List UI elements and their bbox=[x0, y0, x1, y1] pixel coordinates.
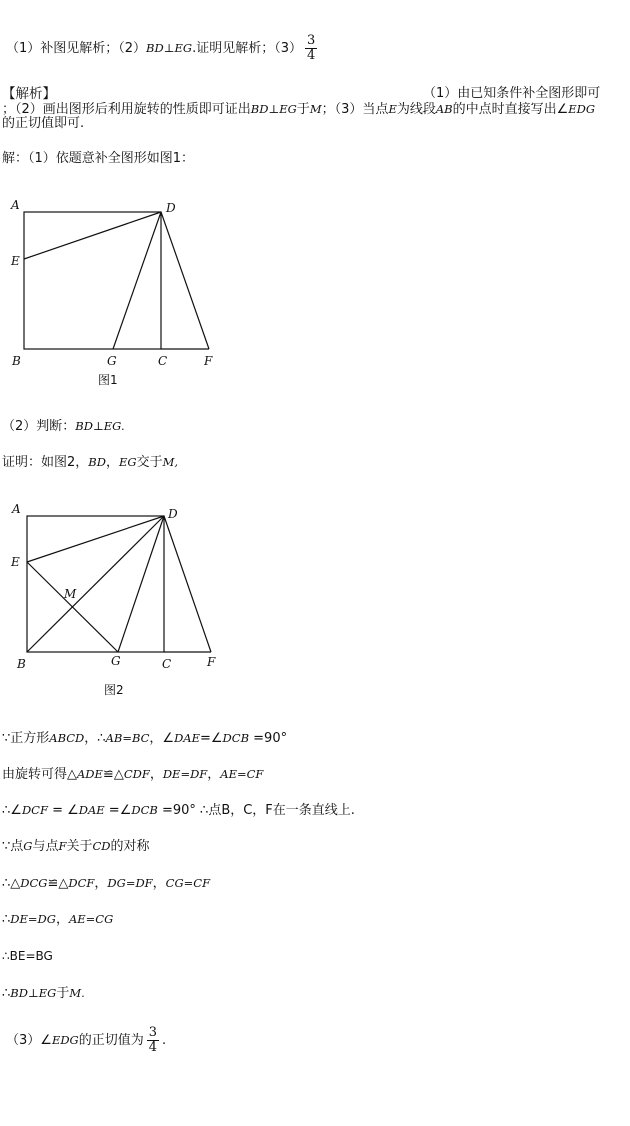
figure-2 bbox=[0, 494, 260, 704]
figure-1 bbox=[0, 190, 260, 390]
proof-segment-eg: EG bbox=[118, 455, 137, 469]
step-text: （3）∠ bbox=[6, 1033, 52, 1048]
label-g: G bbox=[111, 654, 121, 668]
step-text: =90° ∴点B，C，F在一条直线上. bbox=[157, 803, 355, 818]
step-text: . bbox=[162, 1033, 167, 1048]
final-frac-den: 4 bbox=[148, 1040, 158, 1055]
label-c: C bbox=[158, 354, 168, 368]
step-text: ， bbox=[94, 876, 108, 891]
label-e: E bbox=[11, 254, 20, 268]
step-math: DCG bbox=[20, 876, 48, 890]
step-text: 关于 bbox=[66, 839, 93, 854]
step-text: ∵点 bbox=[2, 839, 24, 854]
step-math: EDG bbox=[51, 1033, 79, 1047]
analysis-right-text: （1）由已知条件补全图形即可 bbox=[423, 86, 601, 101]
step-text: ∴△ bbox=[2, 876, 21, 891]
final-frac-num: 3 bbox=[148, 1025, 158, 1040]
step-math: DCB bbox=[131, 803, 158, 817]
label-m: M bbox=[64, 587, 77, 601]
step-text: ∴ bbox=[2, 986, 11, 1001]
analysis-point: M bbox=[309, 102, 322, 116]
segment-df bbox=[164, 516, 211, 652]
step-text: ≌△ bbox=[102, 767, 124, 782]
analysis-text: ；（2）画出图形后利用旋转的性质即可证出 bbox=[2, 102, 251, 117]
step-text: ∴∠ bbox=[2, 803, 22, 818]
step-text: ，∠ bbox=[149, 731, 175, 746]
step-text: ≌△ bbox=[47, 876, 69, 891]
answer-relation: BD⊥EG bbox=[146, 41, 193, 55]
proof-step-5 bbox=[2, 875, 210, 892]
step-math: G bbox=[23, 839, 33, 853]
proof-step-8 bbox=[2, 985, 85, 1002]
final-fraction bbox=[147, 1026, 159, 1055]
label-d: D bbox=[168, 507, 178, 521]
analysis-angle: EDG bbox=[568, 102, 596, 116]
step-text: ， bbox=[149, 767, 163, 782]
step-math: DE=DF bbox=[162, 767, 208, 781]
analysis-text: 于 bbox=[296, 102, 310, 117]
answer-fraction bbox=[305, 34, 317, 63]
analysis-point: E bbox=[388, 102, 397, 116]
analysis-line2 bbox=[2, 101, 595, 118]
proof-step-1 bbox=[2, 730, 287, 747]
step-math: ADE bbox=[77, 767, 103, 781]
step-math: BD⊥EG bbox=[10, 986, 57, 1000]
segment-df bbox=[161, 212, 209, 349]
segment-bd bbox=[27, 516, 164, 652]
segment-ed bbox=[27, 516, 164, 562]
label-c: C bbox=[162, 657, 172, 671]
answer-line bbox=[6, 34, 320, 63]
proof-intro-text: 证明：如图2， bbox=[2, 455, 89, 470]
proof-step-9 bbox=[6, 1026, 166, 1055]
step-math: F bbox=[58, 839, 67, 853]
label-f: F bbox=[204, 354, 213, 368]
part2-proof-intro bbox=[2, 454, 178, 471]
label-d: D bbox=[166, 201, 176, 215]
judge-relation: BD⊥EG. bbox=[75, 419, 125, 433]
step-math: CD bbox=[92, 839, 111, 853]
step-math: DCF bbox=[68, 876, 95, 890]
step-math: AE=CG bbox=[68, 912, 114, 926]
step-math: ABCD bbox=[49, 731, 85, 745]
analysis-text: 的中点时直接写出∠ bbox=[452, 102, 569, 117]
step-text: =∠ bbox=[104, 803, 132, 818]
step-math: M. bbox=[69, 986, 85, 1000]
step-text: ∴ bbox=[2, 912, 11, 927]
step-text: 的正切值为 bbox=[78, 1033, 144, 1048]
answer-part1: （1）补图见解析；（2） bbox=[6, 41, 147, 56]
step-text: ， bbox=[207, 767, 221, 782]
step-text: ， bbox=[152, 876, 166, 891]
step-text: ， bbox=[55, 912, 69, 927]
proof-intro-text: 交于 bbox=[136, 455, 163, 470]
step-math: DAE bbox=[78, 803, 105, 817]
label-a: A bbox=[12, 502, 21, 516]
step-text: = ∠ bbox=[47, 803, 79, 818]
step-text: ，∴ bbox=[84, 731, 106, 746]
answer-part2: .证明见解析；（3） bbox=[192, 41, 303, 56]
answer-frac-den: 4 bbox=[307, 48, 316, 63]
step-text: ∵正方形 bbox=[2, 731, 50, 746]
proof-sep: ， bbox=[105, 455, 119, 470]
step-math: AB=BC bbox=[105, 731, 150, 745]
step-math: AE=CF bbox=[220, 767, 264, 781]
answer-frac-num: 3 bbox=[307, 33, 316, 48]
proof-step-2 bbox=[2, 766, 263, 783]
segment-ed bbox=[24, 212, 161, 259]
step-text: 与点 bbox=[32, 839, 59, 854]
step-text: =90° bbox=[249, 731, 288, 746]
proof-point-m: M, bbox=[162, 455, 179, 469]
step-math: DCB bbox=[222, 731, 250, 745]
proof-step-6 bbox=[2, 911, 113, 928]
label-f: F bbox=[207, 655, 216, 669]
step-math: CG=CF bbox=[165, 876, 211, 890]
analysis-segment: AB bbox=[435, 102, 453, 116]
label-a: A bbox=[11, 198, 20, 212]
figure1-caption: 图1 bbox=[98, 373, 118, 387]
analysis-heading: 【解析】 bbox=[2, 86, 56, 102]
step-math: DAE bbox=[174, 731, 200, 745]
step-math: DE=DG bbox=[10, 912, 56, 926]
proof-segment-bd: BD bbox=[88, 455, 106, 469]
square-abcd bbox=[24, 212, 161, 349]
step-math: DCF bbox=[21, 803, 48, 817]
step-math: DG=DF bbox=[107, 876, 153, 890]
label-b: B bbox=[12, 354, 21, 368]
segment-dg bbox=[113, 212, 161, 349]
label-b: B bbox=[17, 657, 26, 671]
judge-label: （2）判断： bbox=[2, 419, 76, 434]
analysis-line3: 的正切值即可. bbox=[2, 116, 85, 131]
segment-dg bbox=[118, 516, 164, 652]
step-text: 于 bbox=[56, 986, 70, 1001]
proof-step-3 bbox=[2, 802, 355, 819]
step-text: =∠ bbox=[200, 731, 223, 746]
proof-step-7: ∴BE=BG bbox=[2, 949, 53, 963]
analysis-text: 为线段 bbox=[396, 102, 436, 117]
analysis-rel: BD⊥EG bbox=[250, 102, 297, 116]
step-math: CDF bbox=[123, 767, 150, 781]
label-g: G bbox=[107, 354, 117, 368]
step-text: 的对称 bbox=[110, 839, 150, 854]
label-e: E bbox=[11, 555, 20, 569]
analysis-text: ；（3）当点 bbox=[321, 102, 389, 117]
proof-step-4 bbox=[2, 838, 150, 855]
part2-judge bbox=[2, 418, 125, 435]
solution-intro: 解：（1）依题意补全图形如图1： bbox=[2, 151, 195, 166]
step-text: 由旋转可得△ bbox=[2, 767, 77, 782]
figure2-caption: 图2 bbox=[104, 683, 124, 697]
